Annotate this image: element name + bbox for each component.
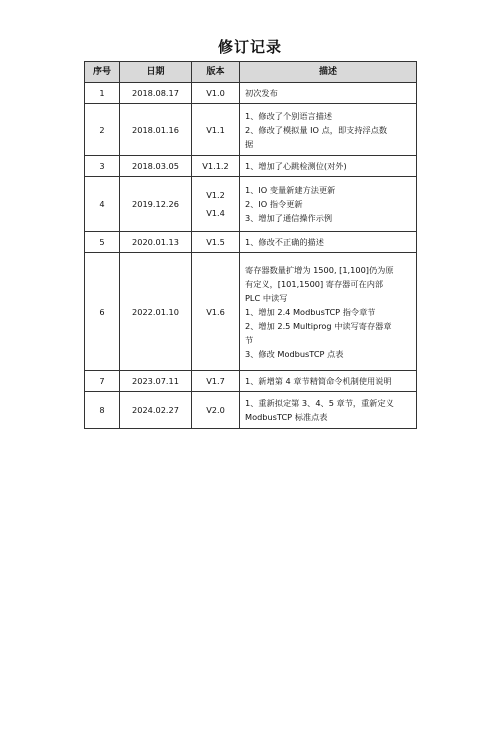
cell-version <box>192 83 240 104</box>
description-line: 2、修改了模拟量 IO 点，即支持浮点数 <box>245 124 388 135</box>
revision-table <box>84 61 417 429</box>
cell-no: 2 <box>85 104 120 156</box>
table-row <box>85 177 417 232</box>
version-text: V1.7 <box>206 376 225 386</box>
description-line: 1、新增第 4 章节精简命令机制使用说明 <box>245 376 392 386</box>
description-line: 寄存器数量扩增为 1500, [1,100]仍为原 <box>245 264 394 275</box>
cell-date: 2018.08.17 <box>120 83 192 104</box>
cell-description <box>240 156 417 177</box>
table-row <box>85 253 417 371</box>
description-line: 1、重新拟定第 3、4、5 章节，重新定义 <box>245 398 394 408</box>
description-line: 1、增加了心跳检测位(对外) <box>245 161 347 171</box>
cell-version <box>192 156 240 177</box>
cell-version <box>192 177 240 232</box>
version-text: V1.5 <box>206 237 225 247</box>
version-text: V1.2 <box>206 190 225 200</box>
cell-no: 7 <box>85 371 120 392</box>
table-row <box>85 392 417 429</box>
table-row <box>85 104 417 156</box>
page-title: 修订记录 <box>217 38 282 56</box>
description-line: 节 <box>245 334 254 345</box>
description-line: 2、IO 指令更新 <box>245 199 303 209</box>
cell-description <box>240 392 417 429</box>
header-version: 版本 <box>192 62 240 83</box>
version-text: V1.1.2 <box>202 161 229 171</box>
cell-version <box>192 104 240 156</box>
description-line: 3、增加了通信操作示例 <box>245 213 333 223</box>
cell-version <box>192 392 240 429</box>
version-text: V1.0 <box>206 88 225 98</box>
cell-date: 2018.03.05 <box>120 156 192 177</box>
description-line: 据 <box>245 138 254 149</box>
cell-version <box>192 371 240 392</box>
header-date: 日期 <box>120 62 192 83</box>
description-line: 初次发布 <box>245 88 278 98</box>
description-line: 2、增加 2.5 Multiprog 中读写寄存器章 <box>245 320 392 331</box>
cell-date: 2024.02.27 <box>120 392 192 429</box>
cell-date: 2019.12.26 <box>120 177 192 232</box>
table-header-row <box>85 62 417 83</box>
cell-no: 1 <box>85 83 120 104</box>
cell-no: 6 <box>85 253 120 371</box>
version-text: V1.6 <box>206 306 225 317</box>
version-text: V1.1 <box>206 124 225 135</box>
description-line: 1、修改不正确的描述 <box>245 237 324 247</box>
cell-version <box>192 232 240 253</box>
description-line: ModbusTCP 标准点表 <box>245 412 328 422</box>
table-row <box>85 83 417 104</box>
cell-version <box>192 253 240 371</box>
cell-date: 2018.01.16 <box>120 104 192 156</box>
version-text: V1.4 <box>206 208 225 218</box>
cell-date: 2022.01.10 <box>120 253 192 371</box>
cell-date: 2020.01.13 <box>120 232 192 253</box>
cell-no: 8 <box>85 392 120 429</box>
cell-description <box>240 371 417 392</box>
version-text: V2.0 <box>206 405 225 415</box>
header-no: 序号 <box>85 62 120 83</box>
cell-description <box>240 253 417 371</box>
description-line: 1、IO 变量新建方法更新 <box>245 185 336 195</box>
cell-date: 2023.07.11 <box>120 371 192 392</box>
description-line: 有定义，[101,1500] 寄存器可在内部 <box>245 278 384 289</box>
table-row <box>85 156 417 177</box>
description-line: 1、增加 2.4 ModbusTCP 指令章节 <box>245 306 376 317</box>
description-line: 3、修改 ModbusTCP 点表 <box>245 348 344 359</box>
header-description: 描述 <box>240 62 417 83</box>
cell-description <box>240 177 417 232</box>
cell-no: 4 <box>85 177 120 232</box>
cell-no: 5 <box>85 232 120 253</box>
cell-description <box>240 232 417 253</box>
cell-description <box>240 104 417 156</box>
table-row <box>85 371 417 392</box>
description-line: 1、修改了个别语言描述 <box>245 110 333 121</box>
description-line: PLC 中读写 <box>245 292 288 303</box>
cell-description <box>240 83 417 104</box>
table-row <box>85 232 417 253</box>
cell-no: 3 <box>85 156 120 177</box>
